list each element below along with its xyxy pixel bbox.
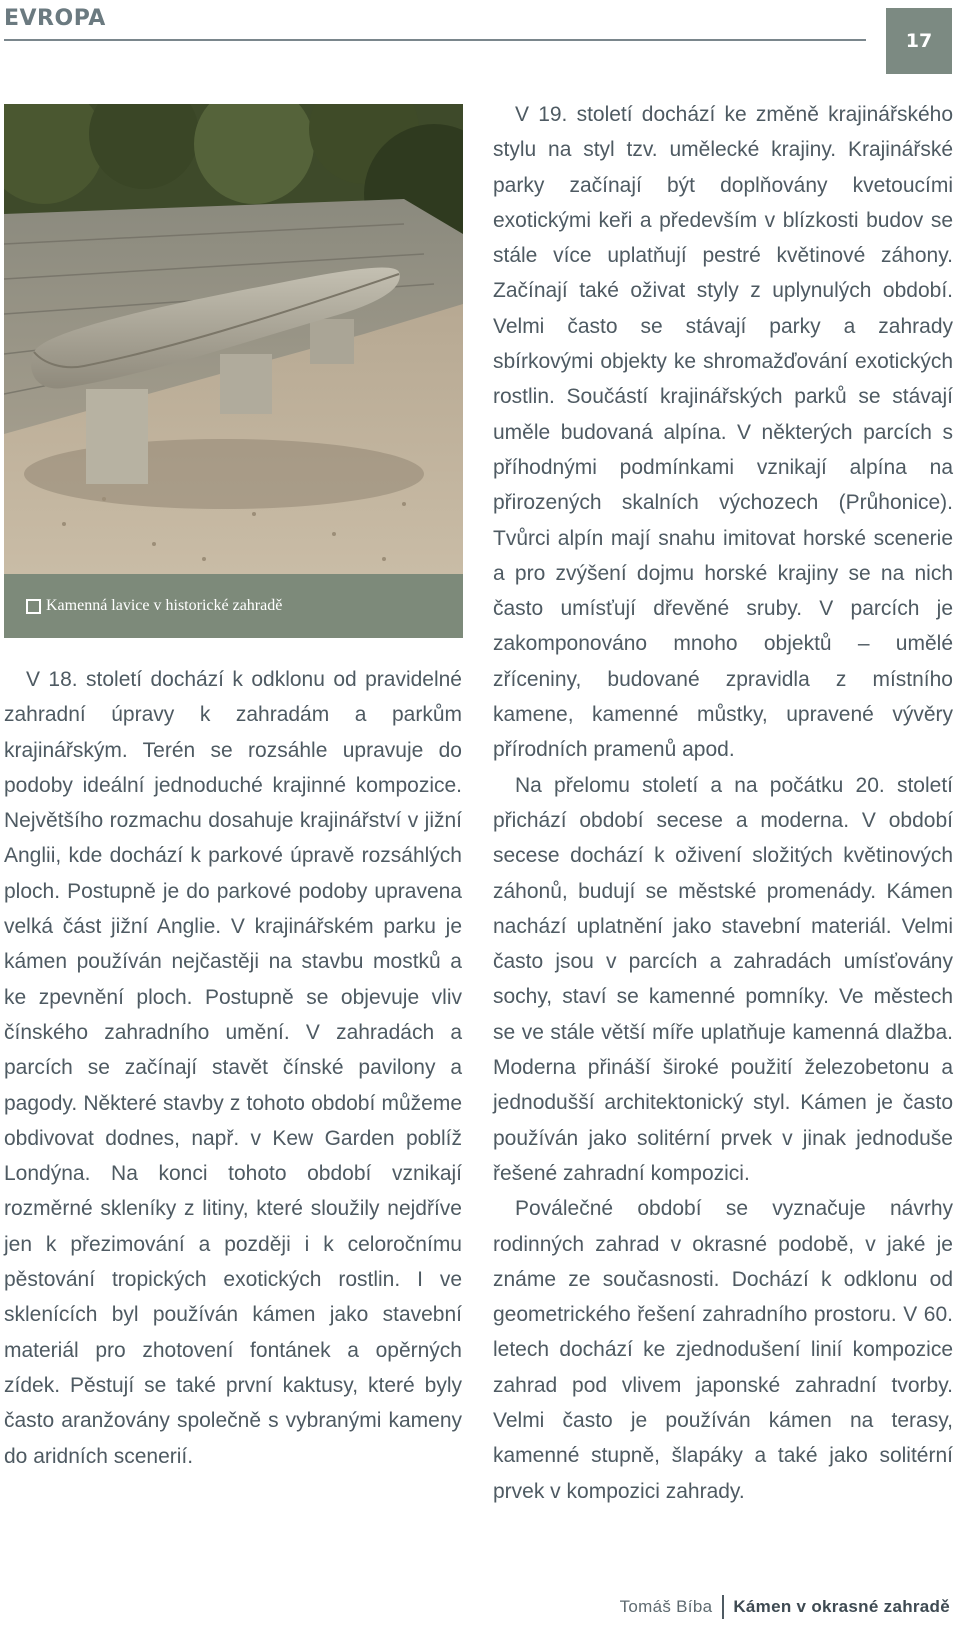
bench-photo [4,104,463,574]
paragraph: Poválečné období se vyznačuje návrhy rodinných zahrad v okrasné podobě, v jaké je známe ze současnosti. Dochází k odklonu od geometrického řešení zahradního prostoru. V 60. letech dochází ke zjednodušení linií kompozice zahrad pod vlivem japonské zahradní tvorby. Velmi často je používán kámen na terasy, kamenné stupně, šlapáky a také jako solitérní prvek v kompozici zahrady. [493,1197,953,1503]
left-column [4,662,462,1474]
header-rule [4,39,866,41]
right-column [493,97,953,1509]
square-outline-icon [26,599,41,614]
page-number: 17 [886,8,952,74]
footer-book-title: Kámen v okrasné zahradě [733,1597,950,1616]
paragraph: V 19. století dochází ke změně krajinářského stylu na styl tzv. umělecké krajiny. Krajinářské parky začínají být doplňovány kvetoucími exotickými keři a především v blízkosti budov se stále více uplatňují pestré květinové záhony. Začínají také oživat styly z uplynulých období. Velmi často se stávají parky a zahrady sbírkovými objekty ke shromažďování exotických rostlin. Součástí krajinářských parků se stávají uměle budovaná alpína. V některých parcích s příhodnými podmínkami vznikají alpína na přirozených skalních výchozech (Průhonice). Tvůrci alpín mají snahu imitovat horské scenerie a pro zvýšení dojmu horské krajiny se na nich často umísťují dřevěné sruby. V parcích je zakomponováno mnoho objektů – umělé zříceniny, budované zpravidla z místního kamene, kamenné můstky, upravené vývěry přírodních pramenů apod. [493,103,953,762]
page-footer [620,1594,950,1620]
paragraph: Na přelomu století a na počátku 20. století přichází období secese a moderna. V období secese dochází k oživení složitých květinových záhonů, budují se městské promenády. Kámen nachází uplatnění jako stavební materiál. Velmi často jsou v parcích a zahradách umísťovány sochy, staví se kamenné pomníky. Ve městech se ve stále větší míře uplatňuje kamenná dlažba. Moderna přináší široké použití železobetonu a jednodušší architektonický styl. Kámen je často používán jako solitérní prvek v jinak jednoduše řešené zahradní kompozici. [493,773,953,1185]
caption-text: Kamenná lavice v historické zahradě [46,597,283,614]
footer-separator [722,1595,724,1619]
section-label: EVROPA [4,6,106,31]
paragraph: V 18. století dochází k odklonu od pravidelné zahradní úpravy k zahradám a parkům krajinářským. Terén se rozsáhle upravuje do podoby ideální jednoduché krajinné kompozice. Největšího rozmachu dosahuje krajinářství v jižní Anglii, kde dochází k parkové úpravě rozsáhlých ploch. Postupně je do parkové podoby upravena velká část jižní Anglie. V krajinářském parku je kámen používán nejčastěji na stavbu mostků a ke zpevnění ploch. Postupně se objevuje vliv čínského zahradního umění. V zahradách a parcích se začínají stavět čínské pavilony a pagody. Některé stavby z tohoto období můžeme obdivovat dodnes, např. v Kew Garden poblíž Londýna. Na konci tohoto období vznikají rozměrné skleníky z litiny, které sloužily nejdříve jen k přezimování a později i k celoročnímu pěstování tropických exotických rostlin. I ve sklenících byl používán kámen jako stavební materiál pro zhotovení fontánek a opěrných zídek. Pěstují se také první kaktusy, které byly často aranžovány společně s vybranými kameny do aridních scenerií. [4,668,462,1468]
footer-author: Tomáš Bíba [619,1597,713,1616]
photo-caption [4,574,463,638]
